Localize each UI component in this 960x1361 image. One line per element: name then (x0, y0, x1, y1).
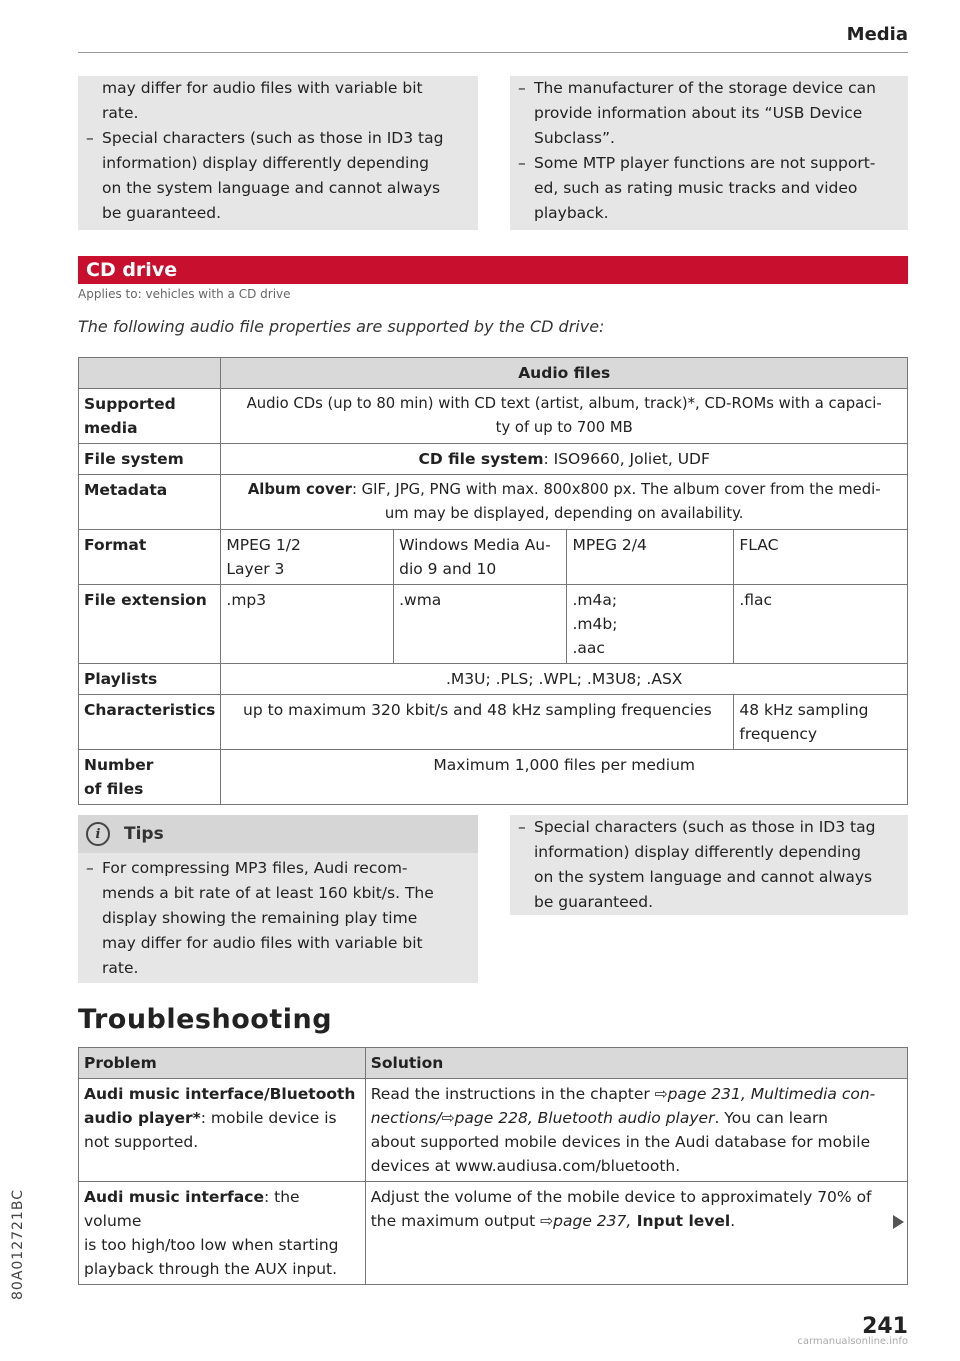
continue-arrow-icon (893, 1215, 904, 1229)
table-row-characteristics: Characteristics up to maximum 320 kbit/s and 48 kHz sampling frequencies 48 kHz sampling frequency (79, 695, 908, 750)
intro-text: The following audio file properties are supported by the CD drive: (78, 317, 605, 336)
cd-audio-files-table (78, 357, 908, 805)
continued-text-line: may differ for audio files with variable bit (102, 79, 423, 97)
watermark: carmanualsonline.info (797, 1336, 908, 1347)
list-item: – Special characters (such as those in ID3 tag information) display differently depending on the system language and cannot always be guaranteed. (78, 126, 470, 226)
tips-title: Tips (124, 824, 164, 844)
tips-header (78, 815, 478, 853)
list-item: – The manufacturer of the storage device can provide information about its “USB Device Subclass”. (510, 76, 908, 151)
continued-text-line: rate. (102, 104, 139, 122)
table-row-file-system: File system CD file system: ISO9660, Joliet, UDF (79, 444, 908, 475)
top-right-note-box (510, 76, 908, 230)
table-header-solution: Solution (365, 1048, 907, 1079)
page-number: 241 (862, 1314, 908, 1339)
table-header-blank (79, 358, 221, 389)
table-row: Audi music interface/Bluetooth audio player*: mobile device is not supported. Read the instructions in the chapter ⇨page 231, Multimedia con- nections/⇨page 228, Bluetooth audio player. You can learn about supported mobile devices in the Audi database for mobile devices at www.audiusa.com/bluetooth. (79, 1079, 908, 1182)
document-code: 80A012721BC (10, 1189, 26, 1300)
section-title: Media (846, 24, 908, 45)
header-rule (78, 52, 908, 53)
table-row-supported-media: Supported media Audio CDs (up to 80 min) with CD text (artist, album, track)*, CD-ROMs with a capaci- ty of up to 700 MB (79, 389, 908, 444)
tips-box (78, 853, 478, 983)
table-header-audio-files: Audio files (221, 358, 908, 389)
cd-drive-heading: CD drive (78, 256, 908, 284)
info-icon: i (86, 822, 110, 846)
table-row: Audi music interface: the volume is too high/too low when starting playback through the AUX input. Adjust the volume of the mobile device to approximately 70% of the maximum output ⇨page 237, Input level. (79, 1182, 908, 1285)
table-header-problem: Problem (79, 1048, 366, 1079)
list-item: – For compressing MP3 files, Audi recom- mends a bit rate of at least 160 kbit/s. The display showing the remaining play time may differ for audio files with variable bit rate. (78, 856, 470, 981)
table-row-format: Format MPEG 1/2 Layer 3 Windows Media Au- dio 9 and 10 MPEG 2/4 FLAC (79, 530, 908, 585)
top-left-note-box (78, 76, 478, 230)
right-note-box (510, 815, 908, 915)
list-item: – Special characters (such as those in ID3 tag information) display differently depending on the system language and cannot always be guaranteed. (510, 815, 908, 915)
troubleshooting-heading: Troubleshooting (78, 1004, 333, 1035)
table-row-file-extension: File extension .mp3 .wma .m4a; .m4b; .aac .flac (79, 585, 908, 664)
troubleshooting-table (78, 1047, 908, 1285)
table-row-metadata: Metadata Album cover: GIF, JPG, PNG with max. 800x800 px. The album cover from the medi- um may be displayed, depending on availability. (79, 475, 908, 530)
table-row-playlists: Playlists .M3U; .PLS; .WPL; .M3U8; .ASX (79, 664, 908, 695)
applies-to-note: Applies to: vehicles with a CD drive (78, 287, 291, 301)
list-item: – Some MTP player functions are not support- ed, such as rating music tracks and video playback. (510, 151, 908, 226)
table-row-number-of-files: Number of files Maximum 1,000 files per medium (79, 750, 908, 805)
